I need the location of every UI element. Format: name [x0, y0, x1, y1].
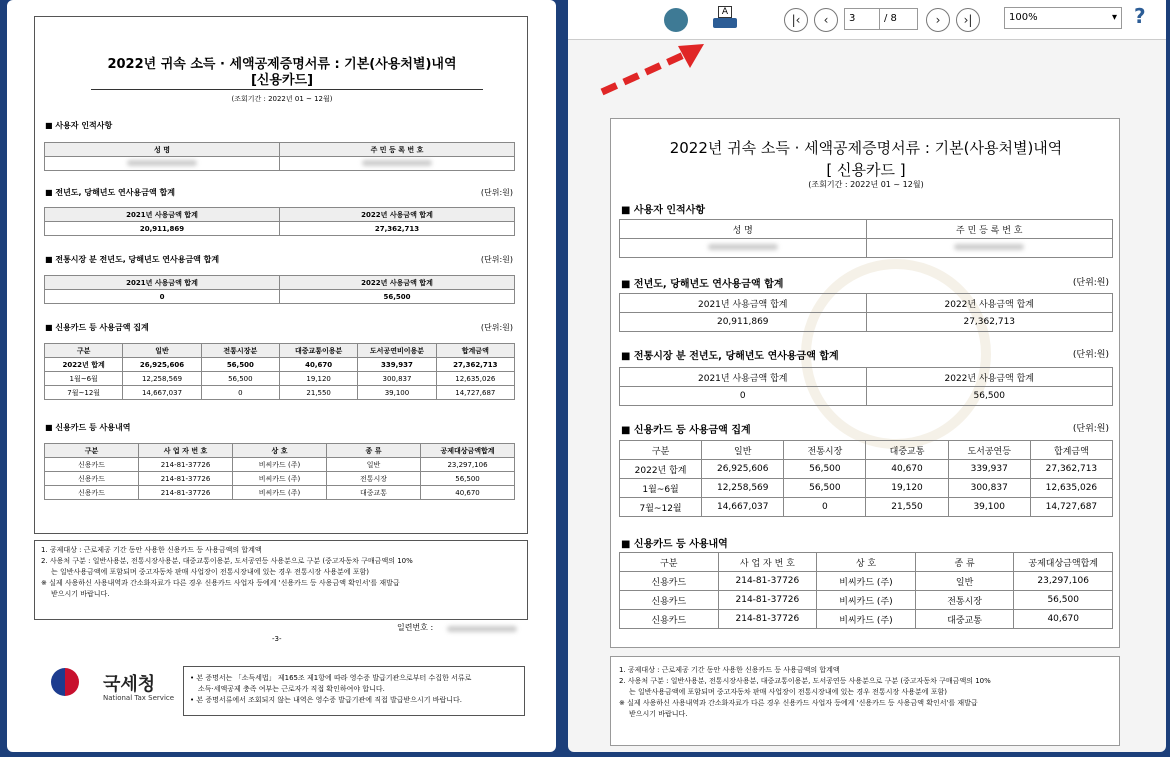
table-cell: 2022년 사용금액 합계	[866, 294, 1113, 313]
table-cell: 339,937	[358, 358, 436, 372]
table-cell: 19,120	[279, 372, 357, 386]
table-cell: 비씨카드 (주)	[233, 458, 327, 472]
table-cell: 12,635,026	[1030, 479, 1112, 498]
table-cell: 전통시장	[915, 591, 1014, 610]
table-cell: 상 호	[233, 444, 327, 458]
table-cell: 구분	[45, 344, 123, 358]
unit-label: (단위:원)	[480, 255, 513, 264]
nts-name: 국세청	[103, 674, 156, 695]
table-cell: 대중교통	[866, 441, 948, 460]
table-cell: 신용카드	[45, 472, 139, 486]
print-icon[interactable]: A	[711, 6, 739, 32]
section-personal: ■ 사용자 인적사항	[45, 121, 113, 130]
table-cell: 214-81-37726	[718, 610, 817, 629]
table-cell: 사 업 자 번 호	[139, 444, 233, 458]
left-document-panel	[7, 0, 556, 752]
prev-page-button[interactable]: ‹	[814, 8, 838, 32]
table-cell: 2022년 합계	[45, 358, 123, 372]
table-cell: 비씨카드 (주)	[817, 572, 916, 591]
table-cell: 23,297,106	[1014, 572, 1113, 591]
table-cell: 300,837	[948, 479, 1030, 498]
table-cell: 신용카드	[45, 458, 139, 472]
document-page-zoomed: 2022년 귀속 소득 · 세액공제증명서류 : 기본(사용처별)내역 [ 신용카드 ] (조회기간 : 2022년 01 ~ 12월) ■ 사용자 인적사항 성 명 주 민 등 록 번 호 ■ 전년도, 당해년도 연사용금액 합계 (단위:원) 2021년 사용금액 합계 2022년 사용금액 합계 20,911,869 27,362,713 ■ 전통시장 분 전년도, 당해년도 연사용금액 합계 (단위:원) 2021년 사용금액 합계 2022년 사용금액 합계 0 56,500 ■ 신용카드 등 사용금액 집계 (단위:원) 구분 일반 전통시장 대중교통 도서공연등 합계금액 2022년 합계 26,925,606 56,500 40,670 339,937 27,362,713 1월~6월 12,258,569 56,500 19,120 300,837 12,635,026 7월~12월 14,667,037 0 21,550 39,100 14,727,687 ■ 신용카드 등 사용내역 구분 사 업 자 번 호 상 호 종 류 공제대상금액합계 신용카드 214-81-37726 비씨카드 (주) 일반 23,297,106 신용카드 214-81-37726 비씨카드 (주) 전통시장 56,500 신용카드 214-81-37726 비씨카드 (주) 대중교통 40,670	[610, 118, 1120, 648]
table-cell: 2021년 사용금액 합계	[620, 368, 867, 387]
table-cell: 일반	[702, 441, 784, 460]
toolbar	[568, 0, 1166, 40]
table-cell: 2021년 사용금액 합계	[45, 276, 280, 290]
table-cell: 26,925,606	[123, 358, 201, 372]
table-cell: 21,550	[866, 498, 948, 517]
table-cell: 비씨카드 (주)	[817, 591, 916, 610]
table-cell: 23,297,106	[421, 458, 515, 472]
section-market: ■ 전통시장 분 전년도, 당해년도 연사용금액 합계	[45, 255, 220, 264]
table-cell: 전통시장분	[201, 344, 279, 358]
arrow-annotation	[598, 40, 718, 100]
section-yearly: ■ 전년도, 당해년도 연사용금액 합계	[45, 188, 175, 197]
table-cell: 공제대상금액합계	[1014, 553, 1113, 572]
table-cell: 2022년 사용금액 합계	[866, 368, 1113, 387]
doc-title: 2022년 귀속 소득 · 세액공제증명서류 : 기본(사용처별)내역	[107, 57, 457, 72]
table-cell: 2021년 사용금액 합계	[620, 294, 867, 313]
table-cell: 2022년 사용금액 합계	[280, 208, 515, 222]
table-cell: 26,925,606	[702, 460, 784, 479]
table-cell: 구분	[620, 441, 702, 460]
help-icon[interactable]: ?	[1134, 4, 1146, 28]
serial-label: 일련번호 :	[397, 623, 434, 632]
table-cell: 214-81-37726	[718, 572, 817, 591]
table-cell: 214-81-37726	[139, 472, 233, 486]
viewer-panel	[568, 0, 1166, 752]
table-cell: 주 민 등 록 번 호	[866, 220, 1113, 239]
table-cell: 구분	[620, 553, 719, 572]
table-cell: 56,500	[866, 387, 1113, 406]
table-cell: 0	[45, 290, 280, 304]
table-cell: 신용카드	[620, 610, 719, 629]
section-summary: ■ 신용카드 등 사용금액 집계	[45, 323, 149, 332]
table-cell: 214-81-37726	[139, 458, 233, 472]
unit-label: (단위:원)	[480, 188, 513, 197]
table-cell: 20,911,869	[45, 222, 280, 236]
table-cell: 상 호	[817, 553, 916, 572]
table-cell: 0	[784, 498, 866, 517]
table-cell: 종 류	[327, 444, 421, 458]
table-cell: 27,362,713	[280, 222, 515, 236]
table-cell: 19,120	[866, 479, 948, 498]
yearly-table	[44, 207, 515, 236]
first-page-button[interactable]: |‹	[784, 8, 808, 32]
table-cell	[866, 239, 1113, 258]
chevron-down-icon: ▾	[1111, 12, 1117, 23]
rrn-header: 주 민 등 록 번 호	[280, 143, 515, 157]
next-page-button[interactable]: ›	[926, 8, 950, 32]
table-cell: 일반	[123, 344, 201, 358]
table-cell: 12,258,569	[123, 372, 201, 386]
doc-subtitle: [신용카드]	[250, 73, 314, 88]
table-cell: 성 명	[620, 220, 867, 239]
table-cell	[45, 157, 280, 171]
table-cell: 339,937	[948, 460, 1030, 479]
table-cell: 7월~12월	[620, 498, 702, 517]
table-cell: 비씨카드 (주)	[233, 486, 327, 500]
table-cell: 신용카드	[620, 572, 719, 591]
table-cell: 사 업 자 번 호	[718, 553, 817, 572]
table-cell: 40,670	[1014, 610, 1113, 629]
table-cell: 7월~12월	[45, 386, 123, 400]
period: (조회기간 : 2022년 01 ~ 12월)	[231, 95, 333, 103]
table-cell: 300,837	[358, 372, 436, 386]
table-cell: 합계금액	[1030, 441, 1112, 460]
table-cell	[280, 157, 515, 171]
table-cell: 대중교통이용분	[279, 344, 357, 358]
table-cell: 신용카드	[620, 591, 719, 610]
table-cell: 대중교통	[915, 610, 1014, 629]
table-cell: 40,670	[421, 486, 515, 500]
table-cell: 전통시장	[784, 441, 866, 460]
notes-box-zoomed: 1. 공제대상 : 근로제공 기간 동안 사용한 신용카드 등 사용금액의 합계액 2. 사용처 구분 : 일반사용분, 전통시장사용분, 대중교통이용분, 도서공연등 사용분으로 구분 (중고자동차 구매금액의 10% 는 일반사용금액에 포함되며 중고자동차 판매 사업장이 전통시장내에 있는 경우 전통시장 사용분에 포함) ※ 실제 사용하신 사용내역과 간소화자료가 다른 경우 신용카드 사업자 등에게 '신용카드 등 사용금액 확인서'를 재발급 받으시기 바랍니다.	[610, 656, 1120, 746]
table-cell: 공제대상금액합계	[421, 444, 515, 458]
table-cell: 21,550	[279, 386, 357, 400]
save-icon[interactable]	[664, 8, 688, 32]
table-cell: 214-81-37726	[139, 486, 233, 500]
summary-table	[44, 343, 515, 400]
table-cell: 대중교통	[327, 486, 421, 500]
name-header: 성 명	[45, 143, 280, 157]
table-cell: 2022년 사용금액 합계	[280, 276, 515, 290]
table-cell: 전통시장	[327, 472, 421, 486]
table-cell: 도서공연등	[948, 441, 1030, 460]
document-page	[34, 16, 528, 534]
personal-table	[44, 142, 515, 171]
unit-label: (단위:원)	[480, 323, 513, 332]
table-cell	[620, 239, 867, 258]
table-cell: 비씨카드 (주)	[233, 472, 327, 486]
table-cell: 56,500	[421, 472, 515, 486]
footer-box: • 본 증명서는 「소득세법」 제165조 제1항에 따라 영수증 발급기관으로부터 수집한 서류로 소득·세액공제 충족 여부는 근로자가 직접 확인하여야 합니다. • 본 증명서류에서 조회되지 않는 내역은 영수증 발급기관에 직접 발급받으시기 바랍니다.	[183, 666, 525, 716]
zoom-select[interactable]: 100% ▾	[1004, 7, 1122, 29]
table-cell: 12,635,026	[436, 372, 514, 386]
table-cell: 0	[620, 387, 867, 406]
table-cell: 27,362,713	[866, 313, 1113, 332]
table-cell: 구분	[45, 444, 139, 458]
table-cell: 14,727,687	[1030, 498, 1112, 517]
table-cell: 종 류	[915, 553, 1014, 572]
table-cell: 27,362,713	[436, 358, 514, 372]
table-cell: 56,500	[201, 358, 279, 372]
nts-english: National Tax Service	[103, 694, 175, 702]
table-cell: 14,727,687	[436, 386, 514, 400]
table-cell: 40,670	[866, 460, 948, 479]
table-cell: 56,500	[201, 372, 279, 386]
notes-box: 1. 공제대상 : 근로제공 기간 동안 사용한 신용카드 등 사용금액의 합계액 2. 사용처 구분 : 일반사용분, 전통시장사용분, 대중교통이용분, 도서공연등 사용분으로 구분 (중고자동차 구매금액의 10% 는 일반사용금액에 포함되며 중고자동차 판매 사업장이 전통시장내에 있는 경우 전통시장 사용분에 포함) ※ 실제 사용하신 사용내역과 간소화자료가 다른 경우 신용카드 사업자 등에게 '신용카드 등 사용금액 확인서'를 재발급 받으시기 바랍니다.	[34, 540, 528, 620]
table-cell: 비씨카드 (주)	[817, 610, 916, 629]
table-cell: 1월~6월	[620, 479, 702, 498]
table-cell: 신용카드	[45, 486, 139, 500]
table-cell: 일반	[327, 458, 421, 472]
table-cell: 도서공연비이용분	[358, 344, 436, 358]
table-cell: 56,500	[784, 460, 866, 479]
table-cell: 1월~6월	[45, 372, 123, 386]
usage-table	[44, 443, 515, 500]
table-cell: 56,500	[1014, 591, 1113, 610]
table-cell: 39,100	[358, 386, 436, 400]
table-cell: 12,258,569	[702, 479, 784, 498]
section-usage: ■ 신용카드 등 사용내역	[45, 423, 131, 432]
table-cell: 40,670	[279, 358, 357, 372]
table-cell: 214-81-37726	[718, 591, 817, 610]
table-cell: 14,667,037	[123, 386, 201, 400]
table-cell: 20,911,869	[620, 313, 867, 332]
table-cell: 39,100	[948, 498, 1030, 517]
table-cell: 14,667,037	[702, 498, 784, 517]
table-cell: 2021년 사용금액 합계	[45, 208, 280, 222]
last-page-button[interactable]: ›|	[956, 8, 980, 32]
page-input[interactable]: 3	[844, 8, 880, 30]
table-cell: 56,500	[784, 479, 866, 498]
nts-logo	[51, 668, 79, 696]
table-cell: 27,362,713	[1030, 460, 1112, 479]
table-cell: 일반	[915, 572, 1014, 591]
table-cell: 0	[201, 386, 279, 400]
table-cell: 2022년 합계	[620, 460, 702, 479]
page-total: / 8	[880, 8, 918, 30]
table-cell: 56,500	[280, 290, 515, 304]
table-cell: 합계금액	[436, 344, 514, 358]
market-table	[44, 275, 515, 304]
page-number: -3-	[272, 635, 282, 643]
